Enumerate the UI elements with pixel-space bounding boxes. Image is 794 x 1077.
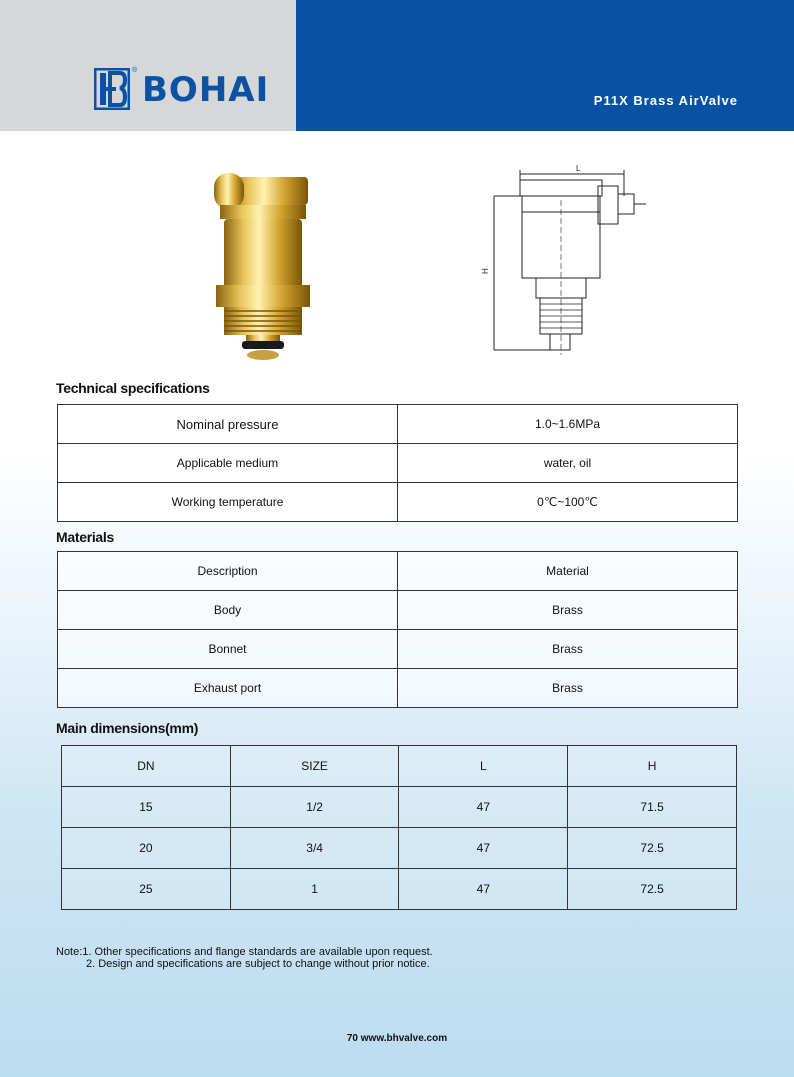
material-description: Bonnet [58, 630, 398, 669]
notes [56, 946, 433, 970]
column-header: SIZE [230, 746, 399, 787]
note-line-1: Note:1. Other specifications and flange standards are available upon request. [56, 946, 433, 958]
technical-specifications-title: Technical specifications [56, 380, 210, 396]
cell-h: 71.5 [568, 787, 737, 828]
cell-dn: 15 [62, 787, 231, 828]
header-right-band [296, 0, 794, 131]
table-row [58, 483, 738, 522]
table-header-row [58, 552, 738, 591]
table-row [58, 591, 738, 630]
column-header: DN [62, 746, 231, 787]
spec-value: water, oil [397, 444, 737, 483]
column-header: Description [58, 552, 398, 591]
cell-size: 1 [230, 869, 399, 910]
cell-size: 1/2 [230, 787, 399, 828]
material-value: Brass [398, 591, 738, 630]
spec-value: 0℃~100℃ [397, 483, 737, 522]
product-photo [190, 165, 330, 365]
cell-size: 3/4 [230, 828, 399, 869]
technical-spec-table [57, 404, 738, 522]
registered-mark: ® [132, 67, 138, 74]
header-left-band [0, 0, 296, 131]
material-value: Brass [398, 630, 738, 669]
materials-title: Materials [56, 529, 114, 545]
table-header-row [62, 746, 737, 787]
table-row [58, 669, 738, 708]
column-header: H [568, 746, 737, 787]
spec-label: Working temperature [58, 483, 398, 522]
cell-l: 47 [399, 787, 568, 828]
dimension-label-h: H [481, 268, 490, 274]
table-row [62, 869, 737, 910]
product-title: P11X Brass AirValve [593, 93, 738, 108]
table-row [62, 787, 737, 828]
table-row [58, 405, 738, 444]
column-header: L [399, 746, 568, 787]
material-description: Body [58, 591, 398, 630]
bohai-logo-icon [94, 68, 130, 110]
spec-label: Applicable medium [58, 444, 398, 483]
materials-table [57, 551, 738, 708]
dimension-label-l: L [576, 164, 581, 173]
material-description: Exhaust port [58, 669, 398, 708]
spec-value: 1.0~1.6MPa [397, 405, 737, 444]
table-row [62, 828, 737, 869]
note-line-2: 2. Design and specifications are subject to change without prior notice. [86, 958, 430, 970]
dimension-drawing [480, 160, 650, 360]
cell-l: 47 [399, 869, 568, 910]
main-dimensions-title: Main dimensions(mm) [56, 720, 199, 736]
cell-h: 72.5 [568, 869, 737, 910]
spec-label: Nominal pressure [58, 405, 398, 444]
column-header: Material [398, 552, 738, 591]
cell-l: 47 [399, 828, 568, 869]
cell-h: 72.5 [568, 828, 737, 869]
cell-dn: 25 [62, 869, 231, 910]
material-value: Brass [398, 669, 738, 708]
page-footer: 70 www.bhvalve.com [346, 1033, 448, 1044]
table-row [58, 444, 738, 483]
dimensions-table [61, 745, 737, 910]
brand-name: BOHAI [142, 70, 270, 110]
table-row [58, 630, 738, 669]
cell-dn: 20 [62, 828, 231, 869]
